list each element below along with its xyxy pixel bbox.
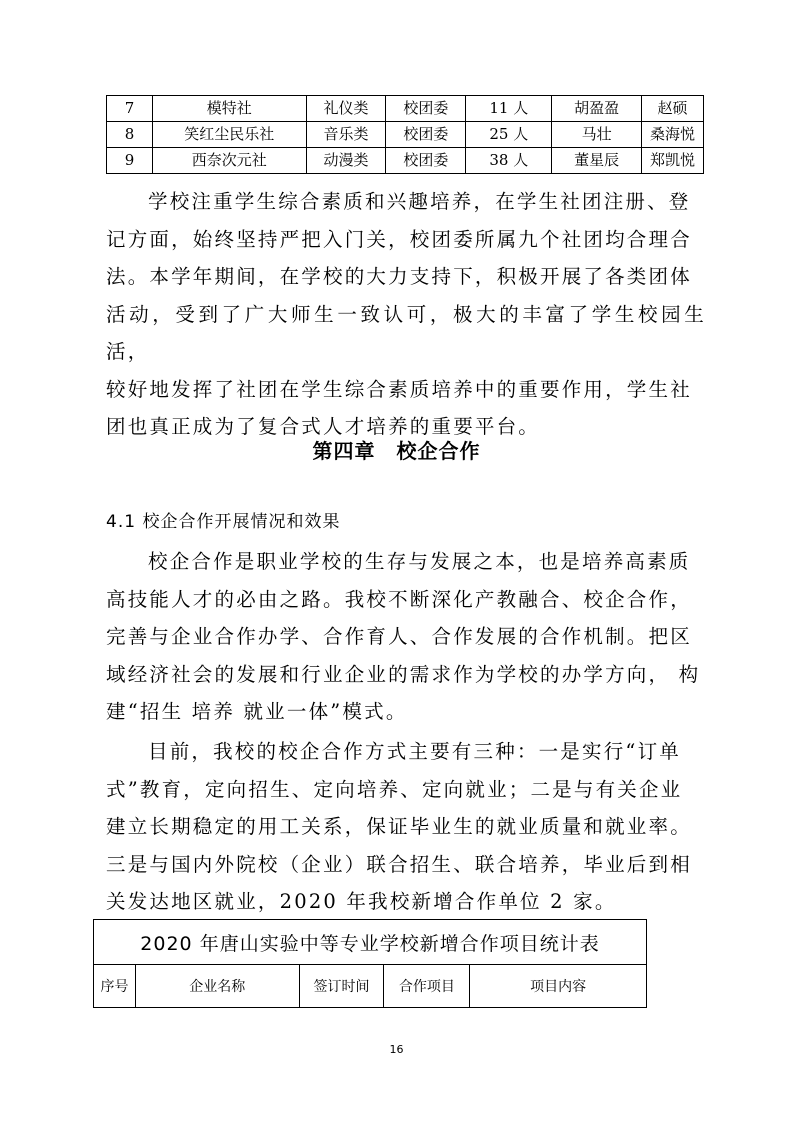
text-line: 建“招生 培养 就业一体”模式。 — [106, 700, 408, 723]
section-title: 4.1 校企合作开展情况和效果 — [106, 512, 341, 532]
header-company: 企业名称 — [135, 965, 299, 1008]
text-line: 目前，我校的校企合作方式主要有三种：一是实行“订单 — [148, 740, 681, 763]
text-line: 三是与国内外院校（企业）联合招生、联合培养，毕业后到相 — [106, 852, 692, 876]
text-line: 较好地发挥了社团在学生综合素质培养中的重要作用，学生社 — [106, 377, 692, 401]
text-line: 关发达地区就业，2020 年我校新增合作单位 2 家。 — [106, 890, 617, 913]
table-cell: 桑海悦 — [642, 122, 704, 148]
paragraph-cooperation-intro — [106, 543, 706, 731]
table-cell: 11 人 — [466, 96, 552, 122]
text-line: 完善与企业合作办学、合作育人、合作发展的合作机制。把区 — [106, 625, 692, 648]
text-line: 建立长期稳定的用工关系，保证毕业生的就业质量和就业率。 — [106, 815, 692, 838]
text-line: 活动，受到了广大师生一致认可，极大的丰富了学生校园生活， — [106, 302, 706, 363]
table-cell: 西奈次元社 — [152, 148, 306, 174]
table-cell: 38 人 — [466, 148, 552, 174]
table-row — [107, 96, 704, 122]
text-line: 记方面，始终坚持严把入门关，校团委所属九个社团均合理合 — [106, 227, 692, 251]
table-cell: 8 — [107, 122, 153, 148]
table-cell: 校团委 — [386, 122, 466, 148]
paragraph-cooperation-modes — [106, 733, 706, 921]
table-cell: 9 — [107, 148, 153, 174]
table-cell: 模特社 — [152, 96, 306, 122]
table-cell: 胡盈盈 — [552, 96, 642, 122]
header-serial: 序号 — [94, 965, 136, 1008]
text-line: 法。本学年期间，在学校的大力支持下，积极开展了各类团体 — [106, 265, 692, 288]
text-line: 学校注重学生综合素质和兴趣培养，在学生社团注册、登 — [148, 190, 691, 213]
table-cell: 25 人 — [466, 122, 552, 148]
paragraph-club-summary — [106, 183, 706, 446]
table-cell: 7 — [107, 96, 153, 122]
table-header-row — [94, 965, 647, 1008]
table-row — [107, 148, 704, 174]
text-line: 高技能人才的必由之路。我校不断深化产教融合、校企合作， — [106, 587, 692, 611]
table-cell: 赵硕 — [642, 96, 704, 122]
chapter-title: 第四章 校企合作 — [312, 439, 481, 463]
page-number: 16 — [389, 1043, 404, 1056]
cooperation-projects-table — [93, 919, 647, 1008]
text-line: 团也真正成为了复合式人才培养的重要平台。 — [106, 415, 541, 438]
table-cell: 马壮 — [552, 122, 642, 148]
table-cell: 音乐类 — [306, 122, 386, 148]
text-line: 校企合作是职业学校的生存与发展之本，也是培养高素质 — [148, 550, 691, 573]
table-cell: 动漫类 — [306, 148, 386, 174]
text-line: 域经济社会的发展和行业企业的需求作为学校的办学方向， 构 — [106, 662, 701, 686]
text-line: 式”教育，定向招生、定向培养、定向就业；二是与有关企业 — [106, 777, 683, 801]
table-cell: 校团委 — [386, 148, 466, 174]
table-cell: 礼仪类 — [306, 96, 386, 122]
clubs-table — [106, 95, 704, 174]
table-cell: 校团委 — [386, 96, 466, 122]
header-content: 项目内容 — [470, 965, 647, 1008]
header-project: 合作项目 — [384, 965, 470, 1008]
table-cell: 董星辰 — [552, 148, 642, 174]
table-row — [107, 122, 704, 148]
table-cell: 笑红尘民乐社 — [152, 122, 306, 148]
table-cell: 郑凯悦 — [642, 148, 704, 174]
table-title: 2020 年唐山实验中等专业学校新增合作项目统计表 — [94, 920, 647, 965]
header-sign-date: 签订时间 — [299, 965, 384, 1008]
table-title-row — [94, 920, 647, 965]
